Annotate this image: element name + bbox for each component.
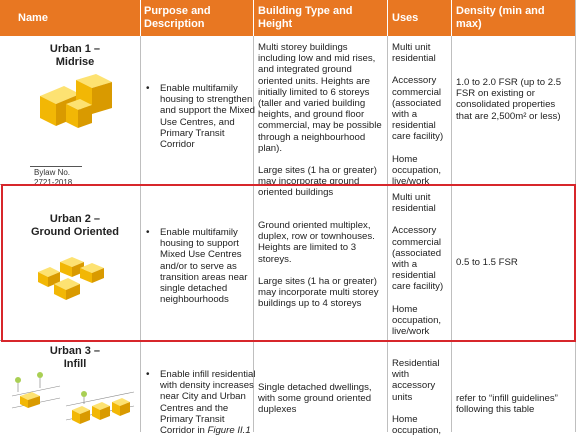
uses-text: Residential with accessory units Home occupation, <box>392 358 442 436</box>
header-divider <box>253 0 254 36</box>
col-header-purpose: Purpose and Description <box>144 5 211 30</box>
uses-text: Multi unit residential Accessory commercial (associated with a residential care facility) Home occupation, live/work <box>392 42 444 188</box>
header-divider <box>451 0 452 36</box>
infill-building-illustration <box>10 372 136 432</box>
col-header-name: Name <box>18 11 48 24</box>
row-title: Urban 1 – Midrise <box>49 43 101 68</box>
table-header <box>0 0 576 36</box>
highlight-box <box>1 184 576 342</box>
uses-text: Multi unit residential Accessory commercial (associated with a residential care facility) Home occupation, live/work <box>392 192 444 338</box>
col-header-uses: Uses <box>392 11 419 24</box>
density-text: refer to “infill guidelines” following this table <box>456 393 558 416</box>
header-divider <box>387 0 388 36</box>
bylaw-footnote: Bylaw No. 2721-2018 <box>34 168 73 187</box>
row-title: Urban 2 – Ground Oriented <box>31 213 119 238</box>
density-text: 1.0 to 2.0 FSR (up to 2.5 FSR on existing or consolidated properties that are 2,500m² or less) <box>456 77 562 122</box>
header-divider <box>140 0 141 36</box>
building-type-text: Ground oriented multiplex, duplex, row or townhouses. Heights are limited to 3 storeys. Large sites (1 ha or greater) may incorporate multi storey buildings up to 4 storeys <box>258 220 379 310</box>
building-type-text: Single detached dwellings, with some ground oriented duplexes <box>258 382 372 416</box>
col-header-building: Building Type and Height <box>258 5 353 30</box>
col-header-density: Density (min and max) <box>456 5 545 30</box>
density-text: 0.5 to 1.5 FSR <box>456 257 518 268</box>
footnote-rule <box>30 166 82 167</box>
row-title: Urban 3 – Infill <box>49 345 101 370</box>
midrise-building-illustration <box>36 74 116 130</box>
building-type-text: Multi storey buildings including low and mid rises, and integrated ground oriented units. Heights are initially limited to 6 storeys (taller and varied building heights, and ground floor commercial, may be possible through a neighbourhood plan). Large sites (1 ha or greater) may incorporate ground oriented buildings <box>258 42 382 199</box>
